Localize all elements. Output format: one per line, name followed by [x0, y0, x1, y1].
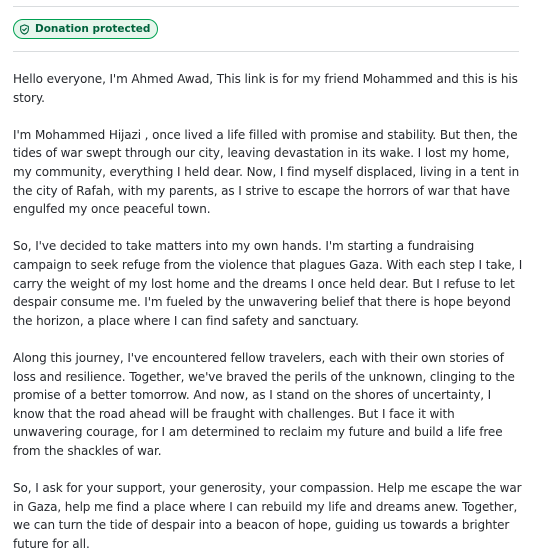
story-paragraph: So, I ask for your support, your generosity, your compassion. Help me escape the war in Gaza, help me find a place where I can rebuild my life and dreams anew. Together, we can turn the tide of despair into a beacon of hope, guiding us towards a brighter future for all. — [13, 481, 522, 551]
badge-label: Donation protected — [35, 23, 151, 35]
donation-protected-badge[interactable] — [13, 19, 158, 39]
top-divider — [13, 6, 519, 7]
story-paragraph: Along this journey, I've encountered fellow travelers, each with their own stories of loss and resilience. Together, we've braved the perils of the unknown, clinging to the promise of a better tomorrow. And now, as I stand on the shores of uncertainty, I know that the road ahead will be fraught with challenges. But I face it with unwavering courage, for I am determined to reclaim my future and build a life free from the shackles of war. — [13, 350, 515, 458]
story-description — [13, 70, 523, 553]
story-paragraph: So, I've decided to take matters into my own hands. I'm starting a fundraising campaign to seek refuge from the violence that plagues Gaza. With each step I take, I carry the weight of my lost home and the dreams I once held dear. But I refuse to let despair consume me. I'm fueled by the unwavering belief that there is hope beyond the horizon, a place where I can find safety and sanctuary. — [13, 239, 523, 328]
story-paragraph: Hello everyone, I'm Ahmed Awad, This link is for my friend Mohammed and this is his story. — [13, 72, 518, 105]
shield-icon — [19, 24, 30, 35]
section-divider — [13, 51, 519, 52]
story-paragraph: I'm Mohammed Hijazi , once lived a life filled with promise and stability. But then, the tides of war swept through our city, leaving devastation in its wake. I lost my home, my community, everything I held dear. Now, I find myself displaced, living in a tent in the city of Rafah, with my parents, as I strive to escape the horrors of war that have engulfed my once peaceful town. — [13, 127, 520, 217]
